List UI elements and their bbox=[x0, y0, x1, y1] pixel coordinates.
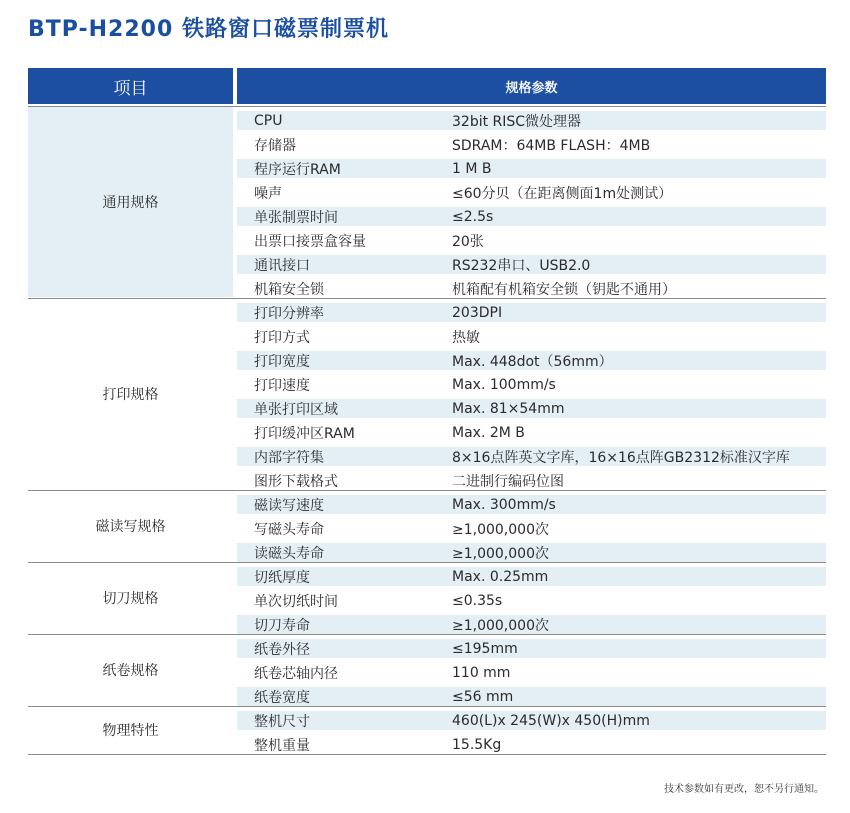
table-row bbox=[237, 495, 826, 514]
table-row bbox=[237, 687, 826, 706]
table-row bbox=[237, 591, 826, 610]
spec-name: 纸卷宽度 bbox=[254, 689, 310, 706]
spec-value: 15.5Kg bbox=[452, 736, 502, 753]
group-label: 纸卷规格 bbox=[28, 635, 233, 705]
spec-value: 20张 bbox=[452, 233, 484, 250]
table-row bbox=[237, 207, 826, 226]
spec-name: 打印速度 bbox=[254, 377, 310, 394]
spec-name: 单次切纸时间 bbox=[254, 593, 338, 610]
spec-name: 打印分辨率 bbox=[254, 305, 324, 322]
table-row bbox=[237, 327, 826, 346]
spec-name: 打印宽度 bbox=[254, 353, 310, 370]
table-row bbox=[237, 663, 826, 682]
table-row bbox=[237, 135, 826, 154]
spec-name: 读磁头寿命 bbox=[254, 545, 324, 562]
table-row bbox=[237, 519, 826, 538]
table-row bbox=[237, 543, 826, 562]
table-row bbox=[237, 231, 826, 250]
spec-name: 单张打印区域 bbox=[254, 401, 338, 418]
table-bottom-border bbox=[28, 754, 826, 755]
spec-value: ≤2.5s bbox=[452, 208, 494, 225]
spec-name: 单张制票时间 bbox=[254, 209, 338, 226]
spec-value: ≤60分贝（在距离侧面1m处测试） bbox=[452, 185, 673, 202]
group-label: 切刀规格 bbox=[28, 563, 233, 633]
table-row bbox=[237, 351, 826, 370]
table-row bbox=[237, 375, 826, 394]
spec-value: RS232串口、USB2.0 bbox=[452, 257, 591, 274]
spec-value: ≤195mm bbox=[452, 640, 518, 657]
table-row bbox=[237, 399, 826, 418]
spec-value: 460(L)x 245(W)x 450(H)mm bbox=[452, 712, 650, 729]
table-row bbox=[237, 255, 826, 274]
spec-value: Max. 300mm/s bbox=[452, 496, 556, 513]
table-row bbox=[237, 735, 826, 754]
table-row bbox=[237, 447, 826, 466]
spec-value: 1 M B bbox=[452, 160, 492, 177]
table-row bbox=[237, 711, 826, 730]
spec-value: 32bit RISC微处理器 bbox=[452, 113, 582, 130]
spec-name: 出票口接票盒容量 bbox=[254, 233, 366, 250]
spec-name: CPU bbox=[254, 112, 283, 129]
table-row bbox=[237, 471, 826, 490]
spec-value: ≤56 mm bbox=[452, 688, 514, 705]
spec-name: 存储器 bbox=[254, 137, 296, 154]
footnote: 技术参数如有更改，恕不另行通知。 bbox=[664, 784, 824, 795]
spec-name: 切纸厚度 bbox=[254, 569, 310, 586]
table-row bbox=[237, 639, 826, 658]
spec-value: 机箱配有机箱安全锁（钥匙不通用） bbox=[452, 281, 676, 298]
spec-value: Max. 448dot（56mm） bbox=[452, 353, 613, 370]
spec-value: 二进制行编码位图 bbox=[452, 473, 564, 490]
table-row bbox=[237, 159, 826, 178]
spec-name: 机箱安全锁 bbox=[254, 281, 324, 298]
spec-value: Max. 2M B bbox=[452, 424, 525, 441]
group-label: 打印规格 bbox=[28, 299, 233, 489]
spec-value: Max. 81×54mm bbox=[452, 400, 565, 417]
spec-value: ≥1,000,000次 bbox=[452, 521, 549, 538]
group-label: 物理特性 bbox=[28, 707, 233, 753]
spec-name: 切刀寿命 bbox=[254, 617, 310, 634]
spec-value: 热敏 bbox=[452, 329, 480, 346]
spec-value: ≥1,000,000次 bbox=[452, 617, 549, 634]
spec-name: 噪声 bbox=[254, 185, 282, 202]
spec-value: ≤0.35s bbox=[452, 592, 503, 609]
spec-name: 打印方式 bbox=[254, 329, 310, 346]
spec-value: 203DPI bbox=[452, 304, 503, 321]
spec-name: 整机重量 bbox=[254, 737, 310, 754]
table-row bbox=[237, 567, 826, 586]
spec-name: 内部字符集 bbox=[254, 449, 324, 466]
group-label: 磁读写规格 bbox=[28, 491, 233, 561]
spec-name: 图形下载格式 bbox=[254, 473, 338, 490]
table-row bbox=[237, 183, 826, 202]
group-label: 通用规格 bbox=[28, 107, 233, 297]
spec-name: 通讯接口 bbox=[254, 257, 310, 274]
spec-name: 打印缓冲区RAM bbox=[254, 425, 355, 442]
spec-value: 8×16点阵英文字库，16×16点阵GB2312标准汉字库 bbox=[452, 449, 790, 466]
spec-name: 写磁头寿命 bbox=[254, 521, 324, 538]
table-row bbox=[237, 423, 826, 442]
page-title: BTP-H2200 铁路窗口磁票制票机 bbox=[28, 17, 389, 42]
table-row bbox=[237, 111, 826, 130]
spec-name: 程序运行RAM bbox=[254, 161, 341, 178]
table-row bbox=[237, 303, 826, 322]
spec-name: 纸卷芯轴内径 bbox=[254, 665, 338, 682]
spec-value: ≥1,000,000次 bbox=[452, 545, 549, 562]
spec-name: 整机尺寸 bbox=[254, 713, 310, 730]
column-header-item: 项目 bbox=[28, 68, 233, 104]
spec-value: Max. 100mm/s bbox=[452, 376, 556, 393]
column-header-spec: 规格参数 bbox=[237, 68, 826, 104]
spec-value: Max. 0.25mm bbox=[452, 568, 549, 585]
table-row bbox=[237, 279, 826, 298]
spec-value: 110 mm bbox=[452, 664, 511, 681]
spec-name: 纸卷外径 bbox=[254, 641, 310, 658]
spec-value: SDRAM：64MB FLASH：4MB bbox=[452, 137, 651, 154]
spec-name: 磁读写速度 bbox=[254, 497, 324, 514]
table-row bbox=[237, 615, 826, 634]
